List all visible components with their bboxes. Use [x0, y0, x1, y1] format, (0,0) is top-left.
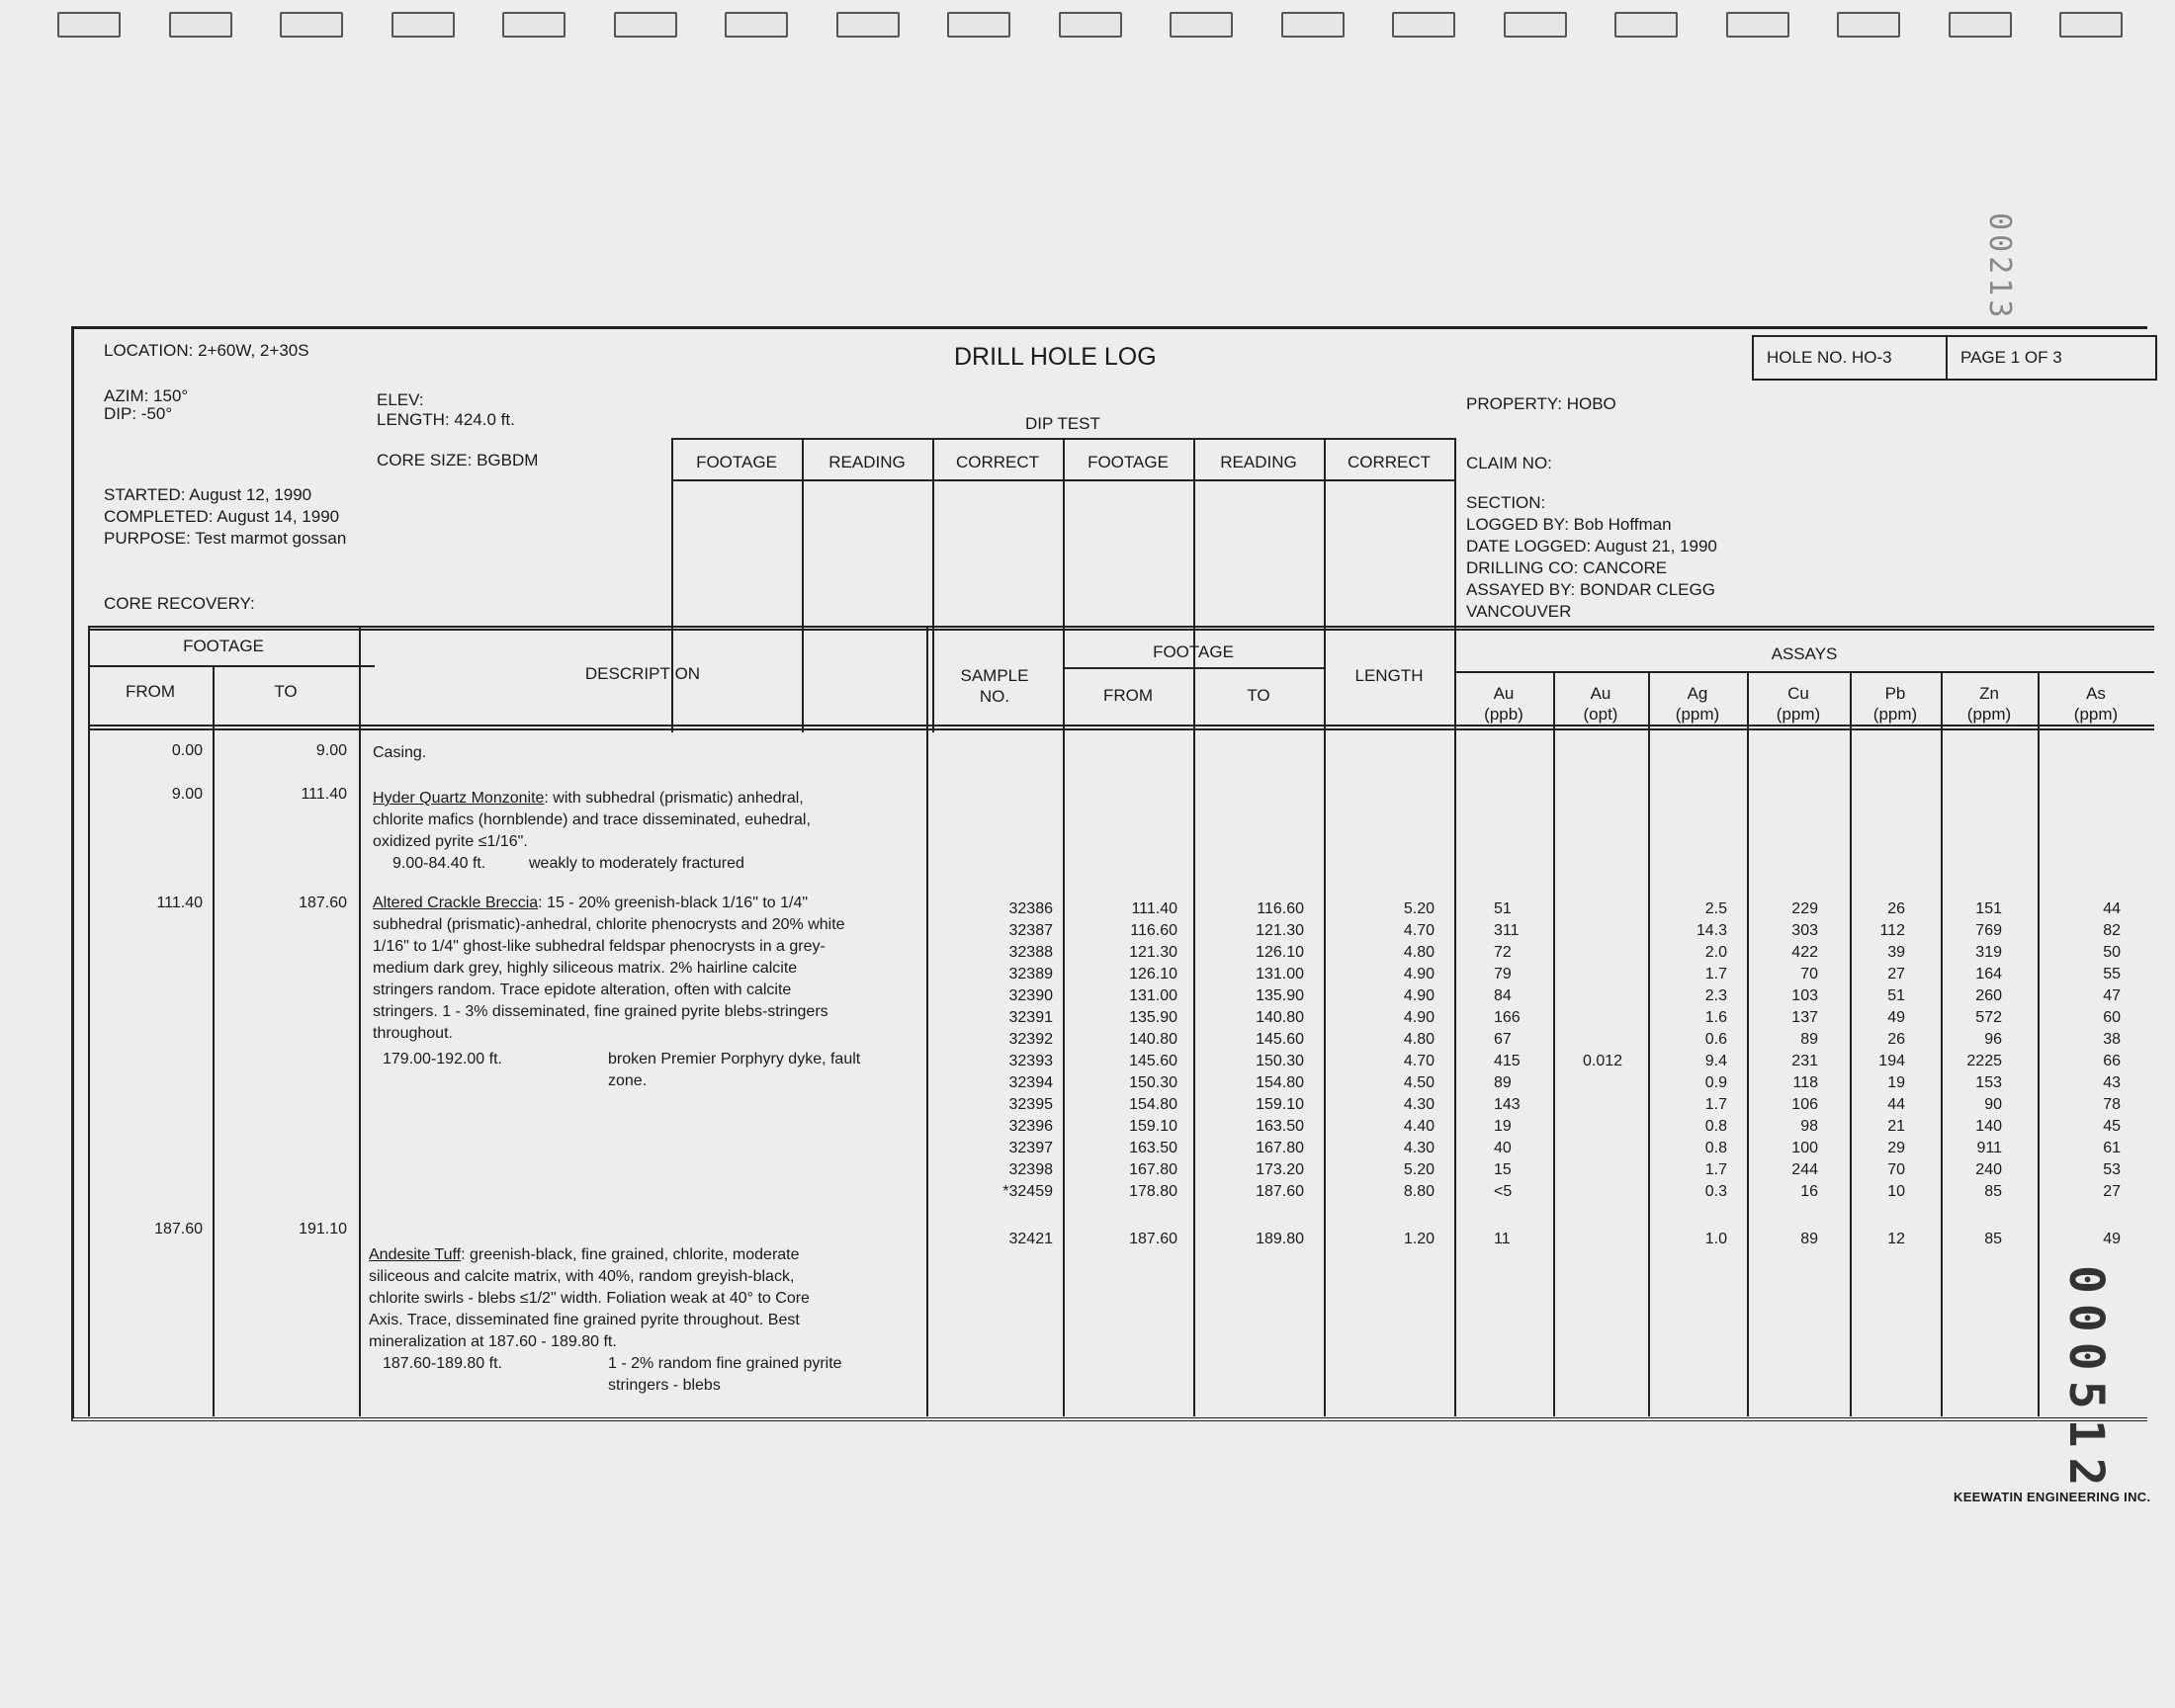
started-date: STARTED: August 12, 1990	[104, 485, 312, 504]
document-stamp-side: 000512	[2058, 1265, 2114, 1496]
assay-zn: 85	[1984, 1231, 2002, 1247]
sample-no: 32397	[1008, 1140, 1053, 1156]
sample-from: 145.60	[1129, 1053, 1177, 1069]
footage-header: FOOTAGE	[183, 637, 264, 655]
assay-zn: 769	[1975, 922, 2002, 939]
perforation-hole	[614, 12, 677, 38]
assay-cu: 244	[1791, 1161, 1818, 1178]
sample-length: 4.90	[1403, 1009, 1435, 1026]
assay-ag: 0.6	[1704, 1031, 1727, 1048]
assay-zn: 240	[1975, 1161, 2002, 1178]
description-line: chlorite swirls - blebs ≤1/2" width. Foliation weak at 40° to Core	[369, 1290, 810, 1307]
dip-test-col-footage-2: FOOTAGE	[1088, 453, 1169, 471]
perforation-hole	[1726, 12, 1789, 38]
assay-as: 66	[2103, 1053, 2121, 1069]
hole-length: LENGTH: 424.0 ft.	[377, 410, 515, 429]
assay-as: 55	[2103, 966, 2121, 982]
perforation-hole	[1392, 12, 1455, 38]
assay-cu: 70	[1800, 966, 1818, 982]
assay-ag: 1.7	[1704, 966, 1727, 982]
perforation-hole	[2059, 12, 2123, 38]
assay-ag: 9.4	[1704, 1053, 1727, 1069]
sample-no: 32395	[1008, 1096, 1053, 1113]
assay-au-opt-header: Au (opt)	[1583, 684, 1618, 724]
sample-no-header-2: NO.	[979, 687, 1010, 706]
sample-from: 154.80	[1129, 1096, 1177, 1113]
description-line: subhedral (prismatic)-anhedral, chlorite phenocrysts and 20% white	[373, 916, 845, 933]
purpose: PURPOSE: Test marmot gossan	[104, 529, 347, 548]
sample-no-header-1: SAMPLE	[960, 666, 1029, 685]
core-recovery: CORE RECOVERY:	[104, 594, 255, 613]
assay-au-ppb: 67	[1494, 1031, 1512, 1048]
assay-as: 78	[2103, 1096, 2121, 1113]
assay-cu-header: Cu (ppm)	[1776, 684, 1821, 724]
sample-from: 178.80	[1129, 1183, 1177, 1200]
sample-length: 4.80	[1403, 1031, 1435, 1048]
sample-no: 32389	[1008, 966, 1053, 982]
sample-from: 116.60	[1130, 922, 1177, 939]
interval-to: 187.60	[299, 895, 347, 911]
sample-length: 4.70	[1403, 1053, 1435, 1069]
length-header: LENGTH	[1354, 666, 1424, 685]
sample-length: 4.40	[1403, 1118, 1435, 1135]
assay-pb: 39	[1887, 944, 1905, 961]
sample-no: 32386	[1008, 900, 1053, 917]
assay-pb: 26	[1887, 1031, 1905, 1048]
interval-from: 111.40	[156, 895, 203, 911]
assay-ag: 0.8	[1704, 1140, 1727, 1156]
assay-pb: 21	[1887, 1118, 1905, 1135]
sample-to: 189.80	[1256, 1231, 1304, 1247]
perforation-hole	[1614, 12, 1678, 38]
assay-zn: 85	[1984, 1183, 2002, 1200]
assay-as: 82	[2103, 922, 2121, 939]
assay-zn: 151	[1975, 900, 2002, 917]
tractor-feed-perforations	[57, 12, 2173, 38]
sample-from: 126.10	[1129, 966, 1177, 982]
sample-to: 187.60	[1256, 1183, 1304, 1200]
sample-from: 121.30	[1129, 944, 1177, 961]
perforation-hole	[57, 12, 121, 38]
location-label: LOCATION: 2+60W, 2+30S	[104, 341, 309, 360]
sample-length: 4.30	[1403, 1140, 1435, 1156]
description-line: 1/16" to 1/4" ghost-like subhedral feldspar phenocrysts in a grey-	[373, 938, 826, 955]
description-line: mineralization at 187.60 - 189.80 ft.	[369, 1333, 617, 1350]
assay-au-ppb: 15	[1494, 1161, 1512, 1178]
perforation-hole	[392, 12, 455, 38]
sample-from-header: FROM	[1102, 686, 1154, 705]
assay-au-ppb: 89	[1494, 1074, 1512, 1091]
description-header: DESCRIPTION	[584, 664, 701, 683]
sample-from: 159.10	[1129, 1118, 1177, 1135]
assay-as-header: As (ppm)	[2073, 684, 2119, 724]
description-altered-crackle-breccia: Altered Crackle Breccia: 15 - 20% greenish-black 1/16" to 1/4"	[373, 895, 809, 911]
assay-pb: 27	[1887, 966, 1905, 982]
assay-pb: 112	[1879, 922, 1905, 939]
assay-zn: 90	[1984, 1096, 2002, 1113]
sample-to: 154.80	[1256, 1074, 1304, 1091]
dip-test-col-reading-1: READING	[828, 453, 906, 471]
dip-test-col-correct-2: CORRECT	[1347, 453, 1432, 471]
property: PROPERTY: HOBO	[1466, 394, 1616, 413]
assay-zn: 153	[1975, 1074, 2002, 1091]
sub-interval-range: 179.00-192.00 ft.	[383, 1051, 502, 1068]
date-logged: DATE LOGGED: August 21, 1990	[1466, 537, 1717, 555]
assay-au-ppb: 311	[1494, 922, 1520, 939]
assay-pb-header: Pb (ppm)	[1872, 684, 1918, 724]
dip-test-title: DIP TEST	[1025, 414, 1100, 433]
azimuth: AZIM: 150°	[104, 386, 189, 405]
drill-hole-log-form	[71, 326, 2147, 1421]
assay-ag: 1.7	[1704, 1096, 1727, 1113]
sample-length: 4.70	[1403, 922, 1435, 939]
sample-from: 140.80	[1129, 1031, 1177, 1048]
perforation-hole	[1170, 12, 1233, 38]
dip: DIP: -50°	[104, 404, 173, 423]
sample-to: 121.30	[1256, 922, 1304, 939]
description-line: stringers random. Trace epidote alteration, often with calcite	[373, 982, 792, 998]
assay-au-ppb: 40	[1494, 1140, 1512, 1156]
assay-au-ppb: 84	[1494, 987, 1512, 1004]
perforation-hole	[169, 12, 232, 38]
completed-date: COMPLETED: August 14, 1990	[104, 507, 340, 526]
sample-to: 173.20	[1256, 1161, 1304, 1178]
assay-as: 44	[2103, 900, 2121, 917]
company-footer: KEEWATIN ENGINEERING INC.	[1954, 1490, 2151, 1504]
sample-from: 131.00	[1129, 987, 1177, 1004]
assay-cu: 89	[1800, 1031, 1818, 1048]
sample-from: 163.50	[1129, 1140, 1177, 1156]
assay-pb: 29	[1887, 1140, 1905, 1156]
sample-to: 150.30	[1256, 1053, 1304, 1069]
sample-to: 159.10	[1256, 1096, 1304, 1113]
assay-au-ppb: 11	[1494, 1231, 1511, 1247]
drilling-co: DRILLING CO: CANCORE	[1466, 558, 1668, 577]
assay-ag: 1.0	[1704, 1231, 1727, 1247]
sample-length: 8.80	[1403, 1183, 1435, 1200]
assay-au-ppb: 72	[1494, 944, 1512, 961]
assay-ag: 1.6	[1704, 1009, 1727, 1026]
assay-pb: 44	[1887, 1096, 1905, 1113]
perforation-hole	[502, 12, 566, 38]
perforation-hole	[1059, 12, 1122, 38]
interval-to: 111.40	[301, 786, 347, 803]
sample-to: 131.00	[1256, 966, 1304, 982]
assay-pb: 12	[1887, 1231, 1905, 1247]
assay-cu: 137	[1791, 1009, 1818, 1026]
description-line: Axis. Trace, disseminated fine grained pyrite throughout. Best	[369, 1312, 800, 1328]
sub-interval-note: 1 - 2% random fine grained pyrite	[608, 1355, 842, 1372]
assay-cu: 100	[1791, 1140, 1818, 1156]
assay-as: 60	[2103, 1009, 2121, 1026]
sample-to: 145.60	[1256, 1031, 1304, 1048]
assay-zn: 140	[1975, 1118, 2002, 1135]
assay-au-ppb: 79	[1494, 966, 1512, 982]
assay-cu: 98	[1800, 1118, 1818, 1135]
assay-au-opt: 0.012	[1583, 1053, 1623, 1069]
assay-pb: 19	[1887, 1074, 1905, 1091]
elevation: ELEV:	[377, 390, 424, 409]
assay-ag: 0.9	[1704, 1074, 1727, 1091]
hole-no: HOLE NO. HO-3	[1767, 348, 1892, 367]
assay-as: 50	[2103, 944, 2121, 961]
assay-au-ppb: 166	[1494, 1009, 1521, 1026]
sample-length: 5.20	[1403, 900, 1435, 917]
perforation-hole	[1281, 12, 1345, 38]
assay-ag: 0.3	[1704, 1183, 1727, 1200]
sample-length: 4.50	[1403, 1074, 1435, 1091]
sample-footage-header: FOOTAGE	[1153, 642, 1234, 661]
sub-interval-range: 187.60-189.80 ft.	[383, 1355, 502, 1372]
description-line: chlorite mafics (hornblende) and trace disseminated, euhedral,	[373, 811, 811, 828]
sample-to: 163.50	[1256, 1118, 1304, 1135]
description-line: medium dark grey, highly siliceous matrix. 2% hairline calcite	[373, 960, 798, 977]
assay-zn: 260	[1975, 987, 2002, 1004]
assay-cu: 118	[1792, 1074, 1818, 1091]
sample-length: 1.20	[1403, 1231, 1435, 1247]
assay-cu: 422	[1791, 944, 1818, 961]
interval-from: 9.00	[171, 786, 203, 803]
assay-ag: 2.5	[1704, 900, 1727, 917]
assay-cu: 229	[1791, 900, 1818, 917]
assay-zn: 96	[1984, 1031, 2002, 1048]
sample-no: 32394	[1008, 1074, 1053, 1091]
assay-ag: 14.3	[1696, 922, 1727, 939]
perforation-hole	[947, 12, 1010, 38]
document-stamp-top: 00213	[1982, 213, 2017, 322]
sample-no: 32393	[1008, 1053, 1053, 1069]
interval-from: 0.00	[171, 742, 203, 759]
assayed-city: VANCOUVER	[1466, 602, 1572, 621]
sample-to: 116.60	[1257, 900, 1304, 917]
sample-no: 32387	[1008, 922, 1053, 939]
logged-by: LOGGED BY: Bob Hoffman	[1466, 515, 1672, 534]
assay-as: 47	[2103, 987, 2121, 1004]
sample-no: 32421	[1008, 1231, 1053, 1247]
assay-cu: 103	[1791, 987, 1818, 1004]
assay-au-ppb: <5	[1494, 1183, 1513, 1200]
assay-as: 45	[2103, 1118, 2121, 1135]
assay-pb: 49	[1887, 1009, 1905, 1026]
assay-as: 27	[2103, 1183, 2121, 1200]
description-hyder-quartz-monzonite: Hyder Quartz Monzonite: with subhedral (prismatic) anhedral,	[373, 790, 804, 807]
description-line: siliceous and calcite matrix, with 40%, random greyish-black,	[369, 1268, 795, 1285]
assay-as: 43	[2103, 1074, 2121, 1091]
assays-header: ASSAYS	[1771, 644, 1838, 663]
assay-ag: 2.3	[1704, 987, 1727, 1004]
sample-no: *32459	[1002, 1183, 1053, 1200]
sample-length: 4.90	[1403, 987, 1435, 1004]
perforation-hole	[725, 12, 788, 38]
dip-test-col-reading-2: READING	[1220, 453, 1297, 471]
interval-to: 191.10	[299, 1221, 347, 1238]
assay-pb: 26	[1887, 900, 1905, 917]
sample-no: 32388	[1008, 944, 1053, 961]
assay-au-ppb: 415	[1494, 1053, 1521, 1069]
sample-to-header: TO	[1247, 686, 1270, 705]
description-andesite-tuff: Andesite Tuff: greenish-black, fine grained, chlorite, moderate	[369, 1246, 800, 1263]
assay-au-ppb-header: Au (ppb)	[1484, 684, 1523, 724]
assay-pb: 194	[1878, 1053, 1905, 1069]
sample-no: 32392	[1008, 1031, 1053, 1048]
sample-to: 167.80	[1256, 1140, 1304, 1156]
perforation-hole	[1949, 12, 2012, 38]
assay-as: 49	[2103, 1231, 2121, 1247]
assay-cu: 106	[1791, 1096, 1818, 1113]
form-title: DRILL HOLE LOG	[954, 343, 1157, 371]
assay-ag: 0.8	[1704, 1118, 1727, 1135]
assay-pb: 51	[1887, 987, 1905, 1004]
assay-zn: 2225	[1966, 1053, 2002, 1069]
assay-au-ppb: 51	[1494, 900, 1512, 917]
sample-length: 5.20	[1403, 1161, 1435, 1178]
sub-interval-range: 9.00-84.40 ft.	[392, 855, 486, 872]
description-line: oxidized pyrite ≤1/16".	[373, 833, 528, 850]
assay-zn-header: Zn (ppm)	[1966, 684, 2012, 724]
sample-to: 140.80	[1256, 1009, 1304, 1026]
sample-no: 32396	[1008, 1118, 1053, 1135]
sub-interval-note: weakly to moderately fractured	[529, 855, 744, 872]
sample-length: 4.30	[1403, 1096, 1435, 1113]
assay-cu: 303	[1791, 922, 1818, 939]
description-casing: Casing.	[373, 744, 427, 761]
assay-cu: 89	[1800, 1231, 1818, 1247]
description-line: throughout.	[373, 1025, 453, 1042]
assay-as: 53	[2103, 1161, 2121, 1178]
perforation-hole	[1504, 12, 1567, 38]
section: SECTION:	[1466, 493, 1546, 512]
core-size: CORE SIZE: BGBDM	[377, 451, 539, 470]
dip-test-col-footage-1: FOOTAGE	[696, 453, 777, 471]
assay-pb: 10	[1887, 1183, 1905, 1200]
sample-no: 32390	[1008, 987, 1053, 1004]
sub-interval-note: zone.	[608, 1072, 648, 1089]
sample-from: 150.30	[1129, 1074, 1177, 1091]
perforation-hole	[1837, 12, 1900, 38]
sample-from: 167.80	[1129, 1161, 1177, 1178]
assay-ag-header: Ag (ppm)	[1675, 684, 1720, 724]
interval-to: 9.00	[315, 742, 347, 759]
assay-ag: 2.0	[1704, 944, 1727, 961]
assay-cu: 231	[1791, 1053, 1818, 1069]
sample-length: 4.90	[1403, 966, 1435, 982]
description-line: stringers. 1 - 3% disseminated, fine grained pyrite blebs-stringers	[373, 1003, 828, 1020]
from-header: FROM	[125, 682, 176, 701]
assay-zn: 319	[1975, 944, 2002, 961]
sample-from: 111.40	[1131, 900, 1177, 917]
assay-zn: 911	[1976, 1140, 2002, 1156]
perforation-hole	[836, 12, 900, 38]
sample-no: 32391	[1008, 1009, 1053, 1026]
sample-no: 32398	[1008, 1161, 1053, 1178]
assay-zn: 572	[1975, 1009, 2002, 1026]
assay-pb: 70	[1887, 1161, 1905, 1178]
assay-cu: 16	[1800, 1183, 1818, 1200]
sample-to: 126.10	[1256, 944, 1304, 961]
sample-to: 135.90	[1256, 987, 1304, 1004]
sub-interval-note: stringers - blebs	[608, 1377, 721, 1394]
assay-as: 61	[2103, 1140, 2121, 1156]
sub-interval-note: broken Premier Porphyry dyke, fault	[608, 1051, 861, 1068]
sample-length: 4.80	[1403, 944, 1435, 961]
sample-from: 187.60	[1129, 1231, 1177, 1247]
claim-no: CLAIM NO:	[1466, 454, 1552, 472]
sample-from: 135.90	[1129, 1009, 1177, 1026]
to-header: TO	[274, 682, 298, 701]
assay-au-ppb: 19	[1494, 1118, 1512, 1135]
page-number: PAGE 1 OF 3	[1960, 348, 2062, 367]
assayed-by: ASSAYED BY: BONDAR CLEGG	[1466, 580, 1715, 599]
interval-from: 187.60	[154, 1221, 203, 1238]
assay-zn: 164	[1975, 966, 2002, 982]
assay-as: 38	[2103, 1031, 2121, 1048]
assay-ag: 1.7	[1704, 1161, 1727, 1178]
dip-test-col-correct-1: CORRECT	[955, 453, 1040, 471]
assay-au-ppb: 143	[1494, 1096, 1521, 1113]
perforation-hole	[280, 12, 343, 38]
